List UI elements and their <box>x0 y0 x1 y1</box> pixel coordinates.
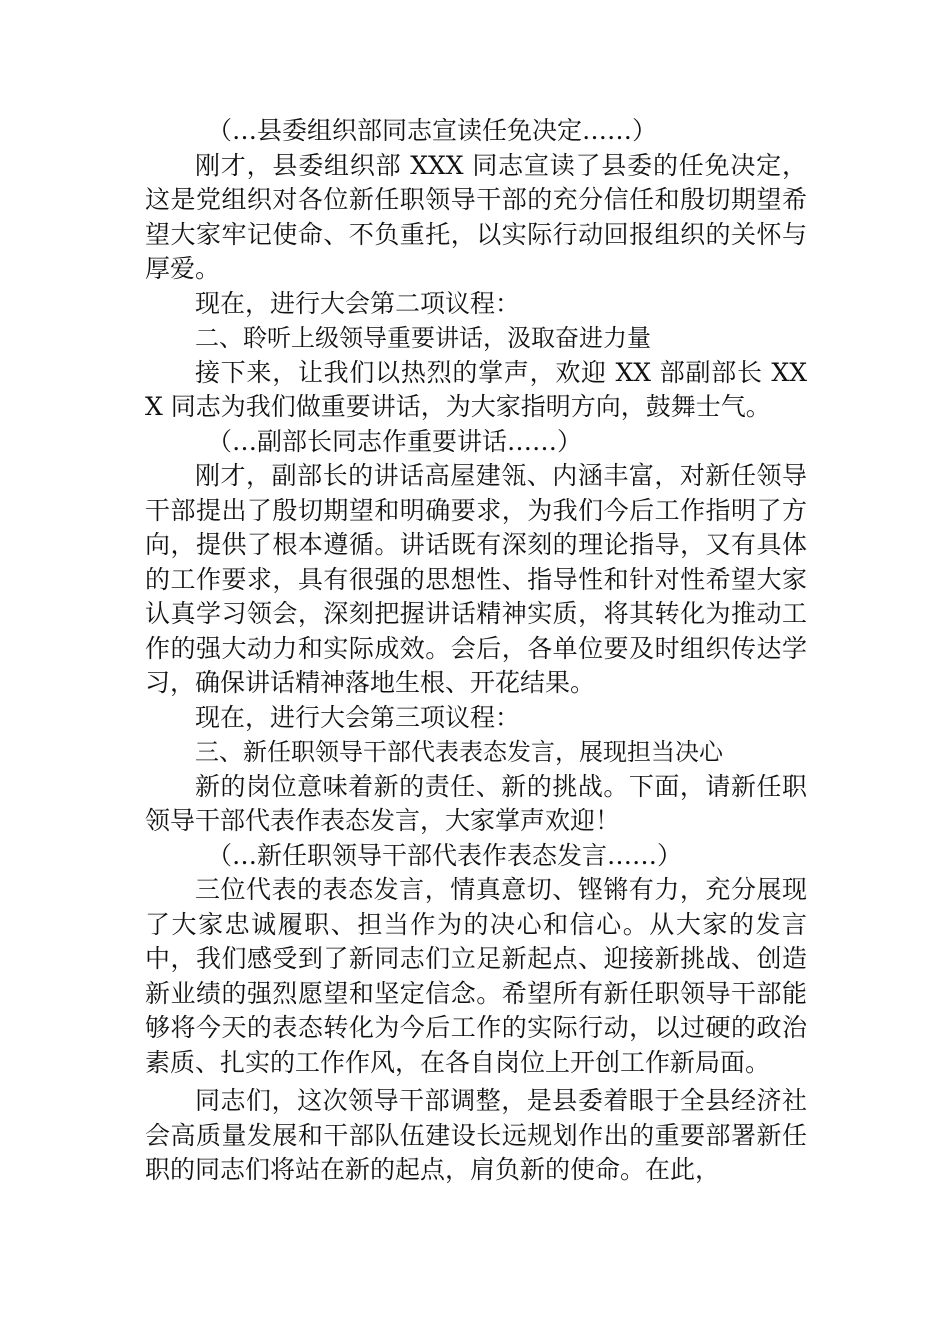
agenda-announcement-3: 现在，进行大会第三项议程： <box>195 702 521 732</box>
agenda-announcement-2: 现在，进行大会第二项议程： <box>195 288 521 318</box>
paragraph-speech-remarks: 刚才，副部长的讲话高屋建瓴、内涵丰富，对新任领导干部提出了殷切期望和明确要求，为我们今后工作指明了方向，提供了根本遵循。讲话既有深刻的理论指导，又有具体的工作要求，具有很强的思想性、指导性和针对性希望大家认真学习领会，深刻把握讲话精神实质，将其转化为推动工作的强大动力和实际成效。会后，各单位要及时组织传达学习，确保讲话精神落地生根、开花结果。 <box>145 461 807 697</box>
document-body <box>145 114 807 1188</box>
section-heading-3: 三、新任职领导干部代表表态发言，展现担当决心 <box>195 738 723 766</box>
stage-note-appointment: （…县委组织部同志宣读任免决定……） <box>207 116 658 145</box>
section-heading-2: 二、聆听上级领导重要讲话，汲取奋进力量 <box>195 324 651 352</box>
paragraph-closing: 同志们，这次领导干部调整，是县委着眼于全县经济社会高质量发展和干部队伍建设长远规划作出的重要部署新任职的同志们将站在新的起点，肩负新的使命。在此， <box>145 1086 807 1184</box>
paragraph-statement-intro: 新的岗位意味着新的责任、新的挑战。下面，请新任职领导干部代表作表态发言，大家掌声欢迎！ <box>145 771 807 835</box>
paragraph-appointment-remarks: 刚才，县委组织部 XXX 同志宣读了县委的任免决定，这是党组织对各位新任职领导干部的充分信任和殷切期望希望大家牢记使命、不负重托，以实际行动回报组织的关怀与厚爱。 <box>145 150 807 283</box>
stage-note-speech: （…副部长同志作重要讲话……） <box>207 426 583 456</box>
paragraph-speech-intro: 接下来，让我们以热烈的掌声，欢迎 XX 部副部长 XXX 同志为我们做重要讲话，为大家指明方向，鼓舞士气。 <box>145 357 807 421</box>
paragraph-statement-remarks: 三位代表的表态发言，情真意切、铿锵有力，充分展现了大家忠诚履职、担当作为的决心和信心。从大家的发言中，我们感受到了新同志们立足新起点、迎接新挑战、创造新业绩的强烈愿望和坚定信念。希望所有新任职领导干部能够将今天的表态转化为今后工作的实际行动，以过硬的政治素质、扎实的工作作风，在各自岗位上开创工作新局面。 <box>145 875 807 1077</box>
stage-note-statement: （…新任职领导干部代表作表态发言……） <box>207 840 683 870</box>
